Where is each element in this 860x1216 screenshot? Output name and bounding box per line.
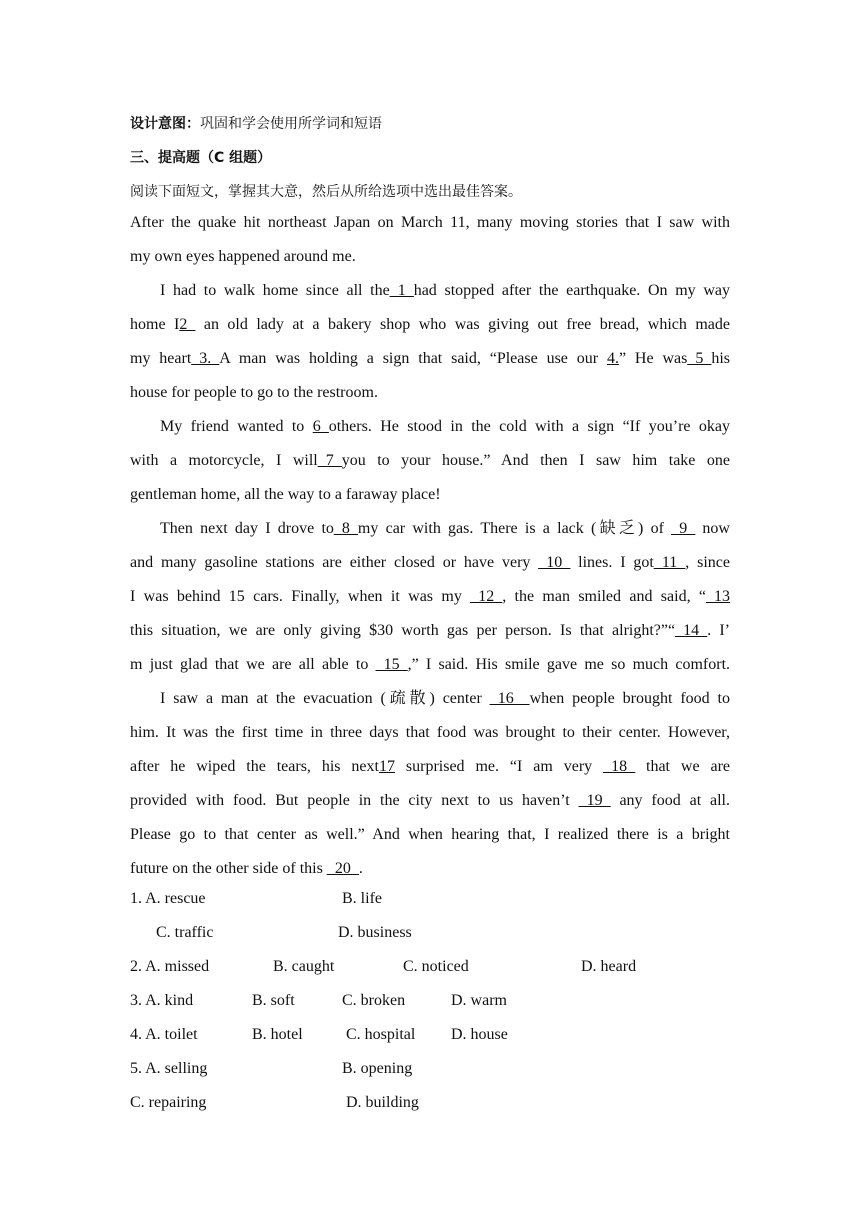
question-5-option-b: B. opening <box>342 1060 413 1077</box>
passage-line: I had to walk home since all the_1_had stopped after the earthquake. On my way <box>160 282 731 299</box>
question-1-option-c: C. traffic <box>156 924 214 941</box>
passage-line: with a motorcycle, I will_7_you to your house.” And then I saw him take one <box>130 452 730 469</box>
question-1-option-a: 1. A. rescue <box>130 890 206 907</box>
passage-line: provided with food. But people in the city next to us haven’t _19_ any food at all. <box>130 792 730 809</box>
passage-line: my own eyes happened around me. <box>130 248 356 265</box>
design-intent-text: 巩固和学会使用所学词和短语 <box>200 116 382 132</box>
question-5-option-c: C. repairing <box>130 1094 207 1111</box>
question-2-option-c: C. noticed <box>403 958 469 975</box>
blank-10: _10_ <box>538 554 571 571</box>
blank-2: 2_ <box>179 316 196 333</box>
blank-12: _12_ <box>470 588 503 605</box>
blank-13: _13 <box>706 588 731 605</box>
passage-line: home I2_ an old lady at a bakery shop who was giving out free bread, which made <box>130 316 730 333</box>
question-3-option-c: C. broken <box>342 992 406 1009</box>
blank-7: _7_ <box>317 452 342 469</box>
passage-line: Please go to that center as well.” And when hearing that, I realized there is a bright <box>130 826 730 843</box>
blank-4: 4. <box>606 350 619 367</box>
passage-line: after he wiped the tears, his next17 surprised me. “I am very _18_ that we are <box>130 758 731 775</box>
blank-11: _11_ <box>653 554 686 571</box>
question-5-option-d: D. building <box>346 1094 419 1111</box>
question-2-option-b: B. caught <box>273 958 335 975</box>
section-instruction: 阅读下面短文，掌握其大意，然后从所给选项中选出最佳答案。 <box>130 184 522 200</box>
question-4-option-c: C. hospital <box>346 1026 416 1043</box>
blank-20: _20_ <box>326 860 359 877</box>
question-2-option-d: D. heard <box>581 958 637 975</box>
question-4-option-d: D. house <box>451 1026 508 1043</box>
passage-line: My friend wanted to 6_others. He stood in the cold with a sign “If you’re okay <box>160 418 731 435</box>
blank-15: _15_ <box>375 656 408 673</box>
blank-19: _19_ <box>578 792 611 809</box>
section-title: 三、提高题（C 组题） <box>130 150 272 166</box>
blank-3: _3._ <box>191 350 220 367</box>
passage-line: house for people to go to the restroom. <box>130 384 378 401</box>
blank-17: 17 <box>378 758 395 775</box>
blank-6: 6_ <box>312 418 329 435</box>
blank-18: _18_ <box>603 758 636 775</box>
passage-line: him. It was the first time in three days that food was brought to their center. However, <box>130 724 730 741</box>
passage-line: gentleman home, all the way to a faraway place! <box>130 486 441 503</box>
question-5-option-a: 5. A. selling <box>130 1060 208 1077</box>
question-3-option-a: 3. A. kind <box>130 992 194 1009</box>
passage-line: m just glad that we are all able to _15_,” I said. His smile gave me so much comfort. <box>130 656 731 673</box>
passage-line: future on the other side of this _20_. <box>130 860 363 877</box>
blank-1: _1_ <box>389 282 414 299</box>
question-1-option-b: B. life <box>342 890 382 907</box>
design-intent <box>130 113 382 133</box>
passage-line: Then next day I drove to_8_my car with gas. There is a lack (缺乏) of _9_ now <box>160 520 730 537</box>
passage-line: this situation, we are only giving $30 worth gas per person. Is that alright?”“_14_. I’ <box>130 622 731 639</box>
question-1-option-d: D. business <box>338 924 412 941</box>
question-3-option-d: D. warm <box>451 992 507 1009</box>
blank-8: _8_ <box>333 520 358 537</box>
question-3-option-b: B. soft <box>252 992 295 1009</box>
passage-line: I was behind 15 cars. Finally, when it was my _12_, the man smiled and said, “_13 <box>130 588 731 605</box>
blank-5: _5_ <box>687 350 712 367</box>
passage-line: After the quake hit northeast Japan on March 11, many moving stories that I saw with <box>130 214 730 231</box>
passage-line: my heart_3._A man was holding a sign that said, “Please use our 4.” He was_5_his <box>130 350 731 367</box>
blank-16: _16_ <box>489 690 530 707</box>
passage-line: and many gasoline stations are either closed or have very _10_ lines. I got_11_, since <box>130 554 730 571</box>
blank-9: _9_ <box>671 520 696 537</box>
question-2-option-a: 2. A. missed <box>130 958 210 975</box>
question-4-option-a: 4. A. toilet <box>130 1026 198 1043</box>
question-4-option-b: B. hotel <box>252 1026 303 1043</box>
blank-14: _14_ <box>675 622 708 639</box>
passage-line: I saw a man at the evacuation (疏散) center _16_ when people brought food to <box>160 690 730 707</box>
design-intent-label: 设计意图： <box>130 116 200 132</box>
